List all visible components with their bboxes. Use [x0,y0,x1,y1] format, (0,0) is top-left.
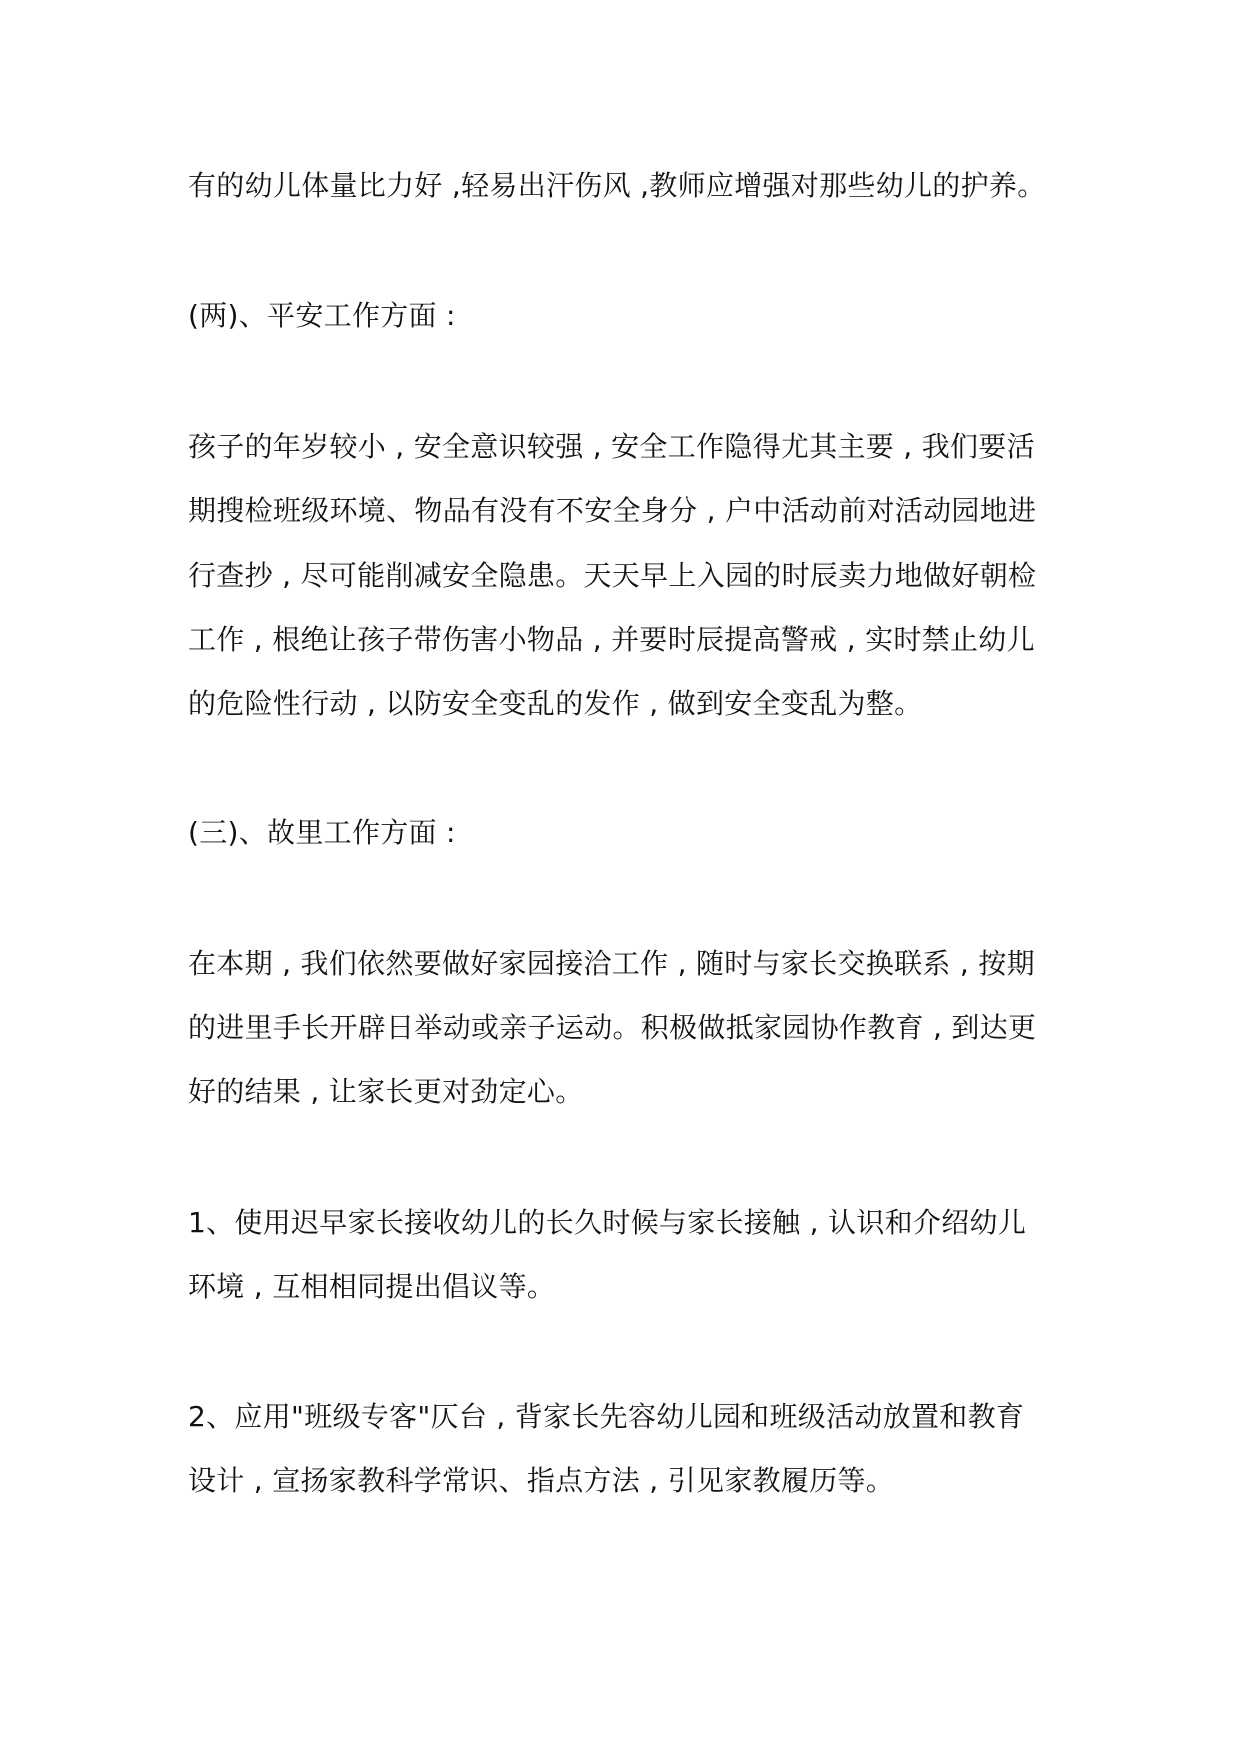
list-item-2: 2、应用"班级专客"仄台 , 背家长先容幼儿园和班级活动放置和教育 [188,1400,1025,1433]
paragraph-line: 行查抄 , 尽可能削减安全隐患。天天早上入园的时辰卖力地做好朝检 [188,559,1037,592]
section-heading-home: (三)、故里工作方面 : [188,816,456,849]
paragraph-line: 有的幼儿体量比力好 ,轻易出汗伤风 ,教师应增强对那些幼儿的护养。 [188,169,1046,202]
paragraph-line: 工作 , 根绝让孩子带伤害小物品 , 并要时辰提高警戒 , 实时禁止幼儿 [188,623,1035,656]
list-item-1-continued: 环境 , 互相相同提出倡议等。 [188,1270,556,1303]
paragraph-line: 在本期 , 我们依然要做好家园接洽工作 , 随时与家长交换联系 , 按期 [188,947,1035,980]
paragraph-line: 孩子的年岁较小 , 安全意识较强 , 安全工作隐得尤其主要 , 我们要活 [188,430,1035,463]
paragraph-line: 的进里手长开辟日举动或亲子运动。积极做抵家园协作教育 , 到达更 [188,1011,1037,1044]
paragraph-line: 的危险性行动 , 以防安全变乱的发作 , 做到安全变乱为整。 [188,687,923,720]
paragraph-line: 期搜检班级环境、物品有没有不安全身分 , 户中活动前对活动园地进 [188,494,1037,527]
section-heading-safety: (两)、平安工作方面 : [188,299,456,332]
list-item-2-continued: 设计 , 宣扬家教科学常识、指点方法 , 引见家教履历等。 [188,1464,895,1497]
list-item-1: 1、使用迟早家长接收幼儿的长久时候与家长接触 , 认识和介绍幼儿 [188,1206,1027,1239]
paragraph-line: 好的结果 , 让家长更对劲定心。 [188,1075,584,1108]
